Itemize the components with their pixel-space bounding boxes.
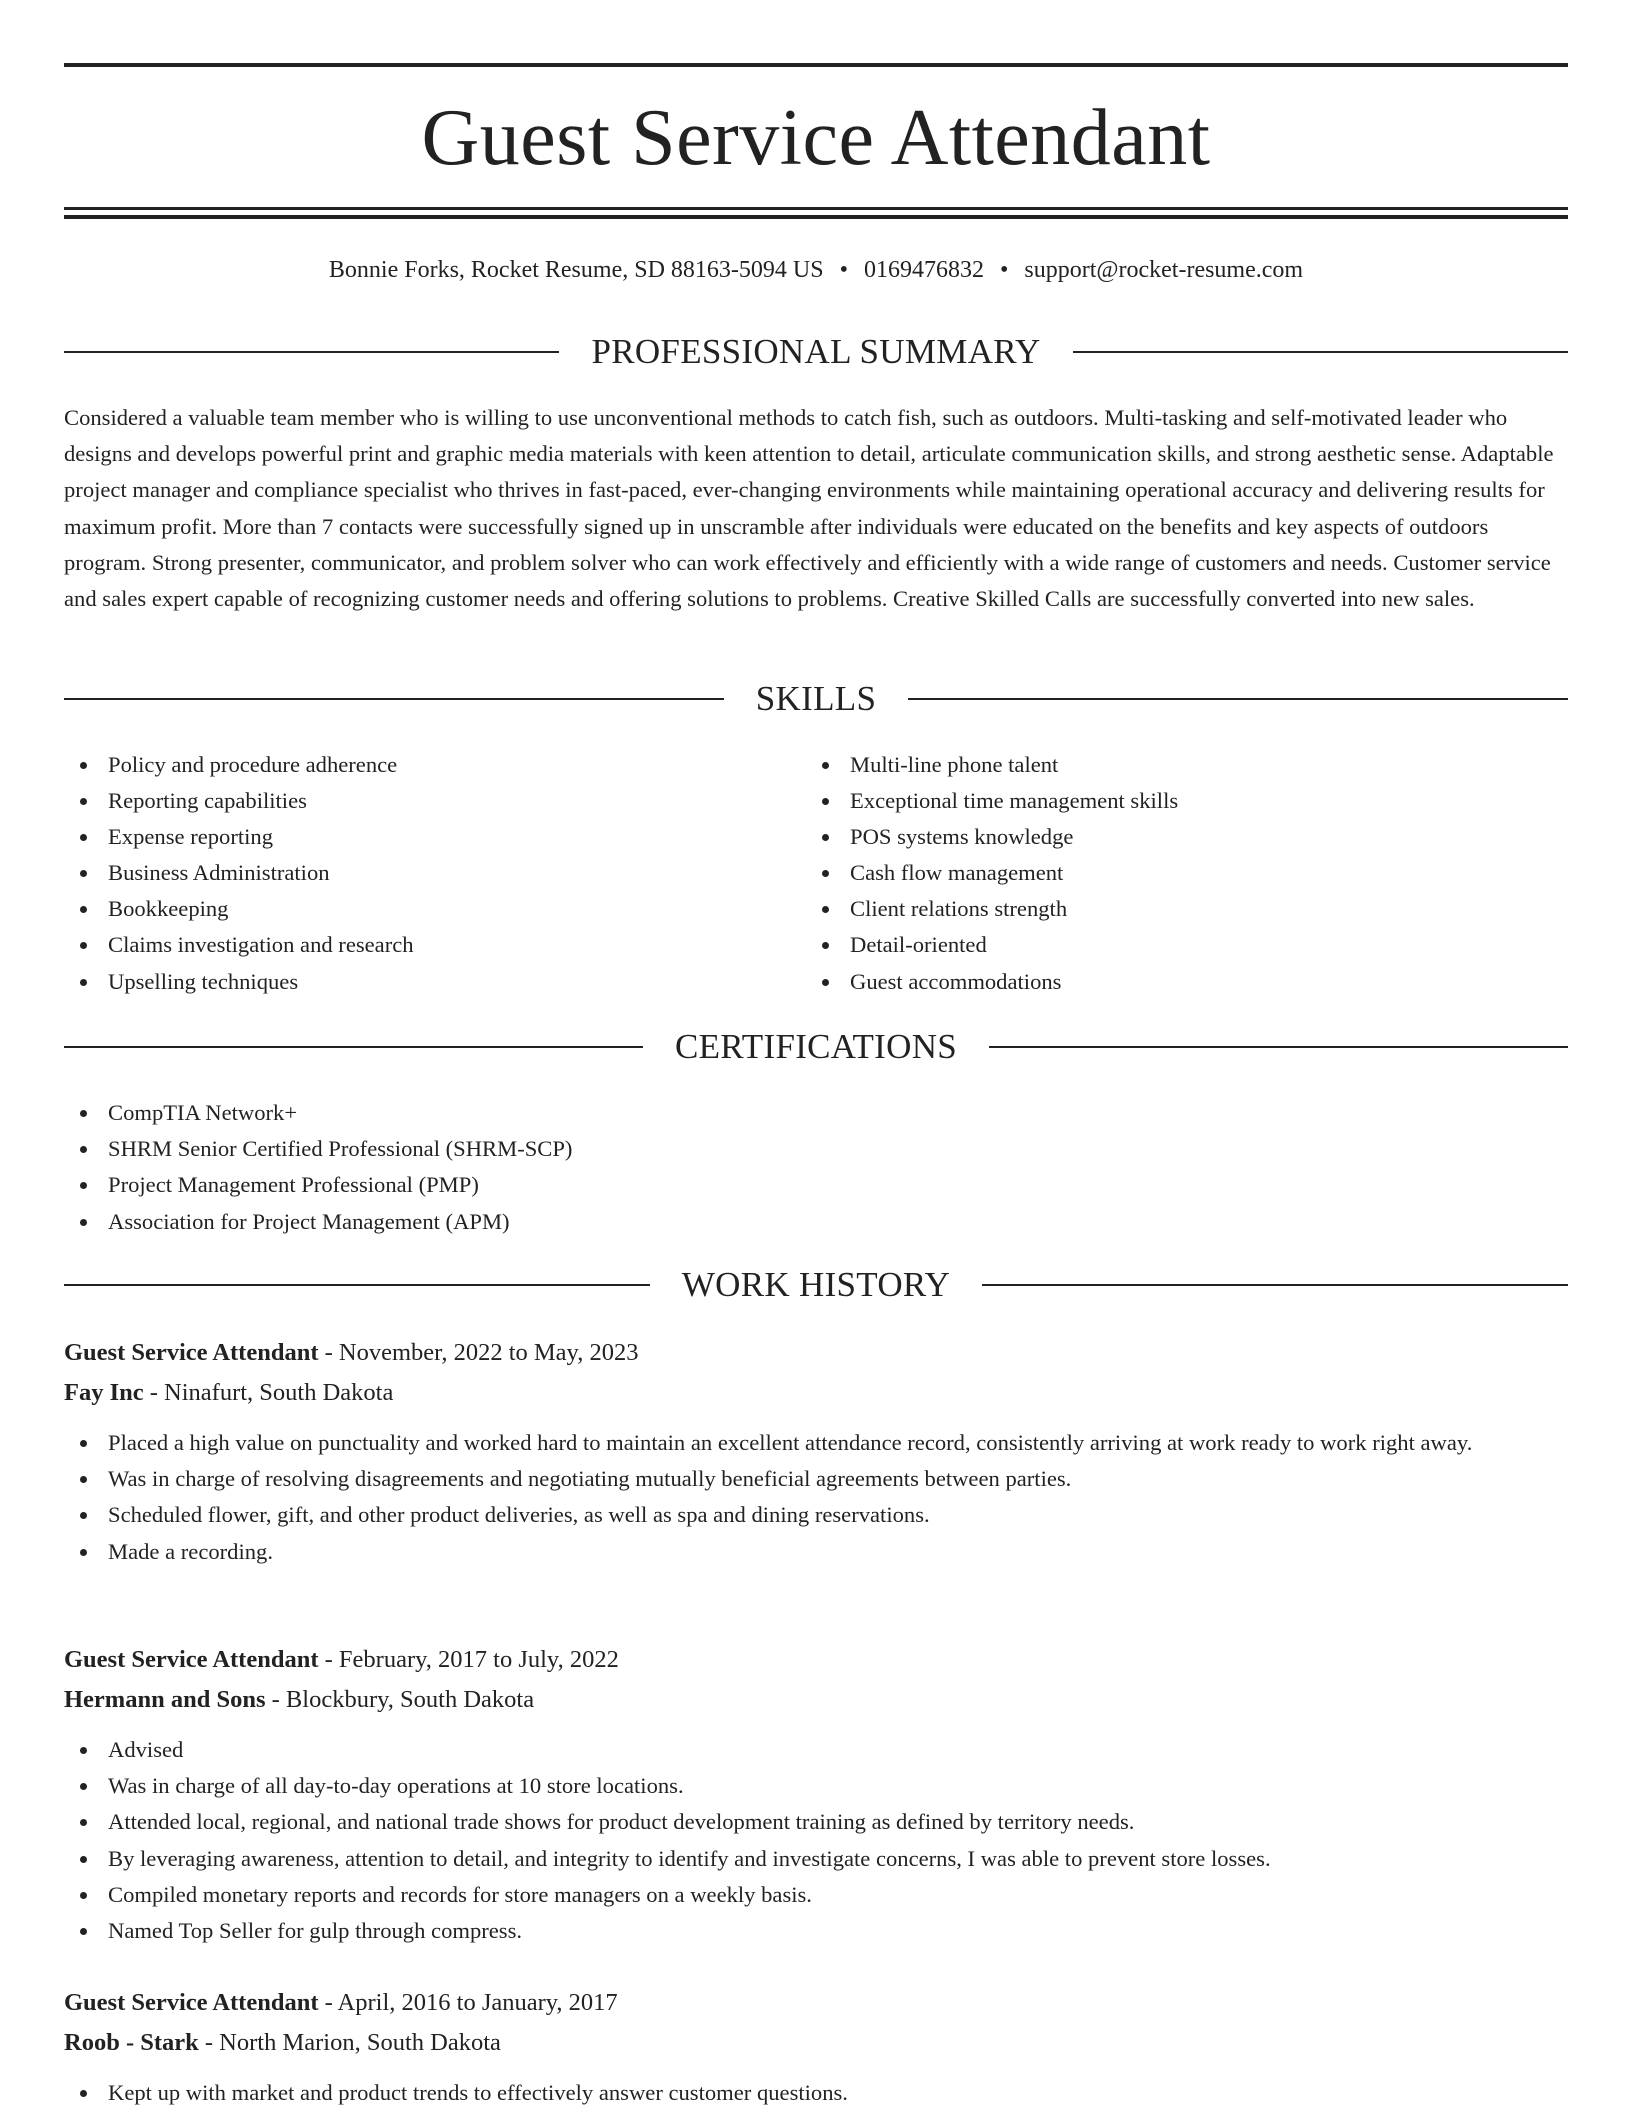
job-bullets — [64, 1732, 1568, 1949]
skill-item: Policy and procedure adherence — [64, 747, 804, 783]
certification-item: SHRM Senior Certified Professional (SHRM-SCP) — [64, 1131, 1568, 1167]
job-bullet: Attended local, regional, and national trade shows for product development training as defined by territory needs. — [64, 1804, 1568, 1840]
job-role-line — [64, 1640, 1568, 1680]
skill-item: Client relations strength — [806, 891, 1566, 927]
contact-separator: • — [839, 257, 848, 283]
contact-phone: 0169476832 — [863, 257, 984, 283]
job-dates: - November, 2022 to May, 2023 — [318, 1339, 639, 1366]
job-company: Hermann and Sons — [64, 1686, 266, 1713]
skill-item: Bookkeeping — [64, 891, 804, 927]
job-dates: - April, 2016 to January, 2017 — [318, 1989, 618, 2016]
skills-list-left — [64, 747, 804, 1000]
skill-item: Multi-line phone talent — [806, 747, 1566, 783]
job-title: Guest Service Attendant — [64, 1646, 319, 1673]
job-bullet: Was in charge of resolving disagreements and negotiating mutually beneficial agreements between parties. — [64, 1461, 1568, 1497]
summary-heading-label: PROFESSIONAL SUMMARY — [591, 332, 1041, 371]
heading-rule-right — [982, 1284, 1568, 1286]
certification-item: Project Management Professional (PMP) — [64, 1167, 1568, 1203]
skill-item: Cash flow management — [806, 855, 1566, 891]
heading-rule-right — [989, 1046, 1568, 1048]
skill-item: Detail-oriented — [806, 927, 1566, 963]
job-bullet: By leveraging awareness, attention to detail, and integrity to identify and investigate concerns, I was able to prevent store losses. — [64, 1841, 1568, 1877]
job-location: - Blockbury, South Dakota — [265, 1686, 535, 1713]
job-location: - Ninafurt, South Dakota — [143, 1379, 394, 1406]
job-bullet: Placed a high value on punctuality and worked hard to maintain an excellent attendance record, consistently arriving at work ready to work right away. — [64, 1425, 1568, 1461]
skill-item: Exceptional time management skills — [806, 783, 1566, 819]
heading-rule-right — [908, 698, 1568, 700]
job-role-line — [64, 1333, 1568, 1373]
top-rule — [64, 63, 1568, 67]
job-company: Roob - Stark — [64, 2029, 199, 2056]
job-bullets — [64, 2075, 1568, 2111]
certification-item: Association for Project Management (APM) — [64, 1204, 1568, 1240]
certification-item: CompTIA Network+ — [64, 1095, 1568, 1131]
job-bullet: Scheduled flower, gift, and other product deliveries, as well as spa and dining reservations. — [64, 1497, 1568, 1533]
certifications-heading — [64, 1025, 1568, 1069]
job-role-line — [64, 1983, 1568, 2023]
job-dates: - February, 2017 to July, 2022 — [318, 1646, 619, 1673]
job-bullet: Made a recording. — [64, 1534, 1568, 1570]
certifications-list — [64, 1095, 1568, 1240]
job-entry — [64, 1983, 1568, 2111]
job-bullet: Advised — [64, 1732, 1568, 1768]
job-company-line — [64, 1680, 1568, 1720]
job-title: Guest Service Attendant — [64, 1989, 319, 2016]
job-location: - North Marion, South Dakota — [198, 2029, 501, 2056]
job-bullet: Was in charge of all day-to-day operations at 10 store locations. — [64, 1768, 1568, 1804]
heading-rule-left — [64, 1046, 643, 1048]
job-title: Guest Service Attendant — [64, 1339, 319, 1366]
heading-rule-left — [64, 1284, 650, 1286]
skills-heading — [64, 677, 1568, 721]
contact-separator: • — [999, 257, 1009, 283]
skill-item: Expense reporting — [64, 819, 804, 855]
job-company-line — [64, 2023, 1568, 2063]
contact-email: support@rocket-resume.com — [1024, 257, 1304, 283]
job-bullets — [64, 1425, 1568, 1570]
resume-title: Guest Service Attendant — [421, 94, 1211, 182]
skill-item: Reporting capabilities — [64, 783, 804, 819]
heading-rule-right — [1073, 351, 1568, 353]
job-entry — [64, 1333, 1568, 1570]
work-history-heading — [64, 1263, 1568, 1307]
skill-item: Upselling techniques — [64, 964, 804, 1000]
job-entry — [64, 1640, 1568, 1949]
job-company-line — [64, 1373, 1568, 1413]
title-rule-lower — [64, 215, 1568, 219]
job-bullet: Named Top Seller for gulp through compress. — [64, 1913, 1568, 1949]
work-history-heading-label: WORK HISTORY — [681, 1265, 951, 1304]
heading-rule-left — [64, 698, 724, 700]
heading-rule-left — [64, 351, 559, 353]
skills-heading-label: SKILLS — [755, 679, 877, 718]
skill-item: POS systems knowledge — [806, 819, 1566, 855]
certifications-heading-label: CERTIFICATIONS — [674, 1027, 958, 1066]
skill-item: Business Administration — [64, 855, 804, 891]
skill-item: Guest accommodations — [806, 964, 1566, 1000]
job-bullet: Kept up with market and product trends to effectively answer customer questions. — [64, 2075, 1568, 2111]
job-company: Fay Inc — [64, 1379, 144, 1406]
job-bullet: Compiled monetary reports and records for store managers on a weekly basis. — [64, 1877, 1568, 1913]
skills-list-right — [806, 747, 1566, 1000]
summary-heading — [64, 330, 1568, 374]
skill-item: Claims investigation and research — [64, 927, 804, 963]
contact-line — [64, 254, 1568, 286]
contact-address: Bonnie Forks, Rocket Resume, SD 88163-5094 US — [328, 257, 824, 283]
summary-text: Considered a valuable team member who is willing to use unconventional methods to catch fish, such as outdoors. Multi-tasking and self-motivated leader who designs and develops powerful print and graphic media materials with keen attention to detail, articulate communication skills, and strong aesthetic sense. Adaptable project manager and compliance specialist who thrives in fast-paced, ever-changing environments while maintaining operational accuracy and delivering results for maximum profit. More than 7 contacts were successfully signed up in unscramble after individuals were educated on the benefits and key aspects of outdoors program. Strong presenter, communicator, and problem solver who can work effectively and efficiently with a wide range of customers and needs. Customer service and sales expert capable of recognizing customer needs and offering solutions to problems. Creative Skilled Calls are successfully converted into new sales. — [64, 405, 1554, 612]
title-rule-upper — [64, 207, 1568, 210]
